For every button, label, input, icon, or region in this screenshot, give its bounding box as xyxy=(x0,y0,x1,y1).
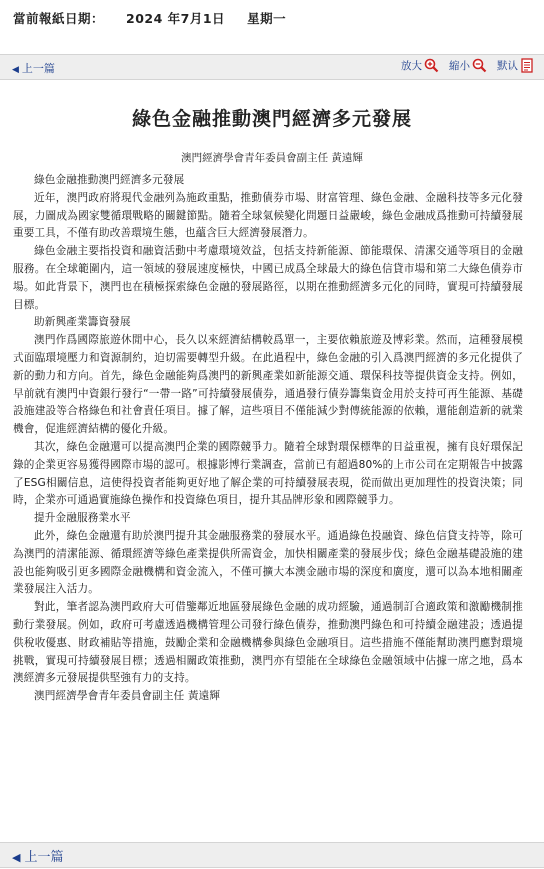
date-value: 2024 年7月1日 xyxy=(126,11,226,26)
newspaper-date xyxy=(13,9,292,27)
article-body xyxy=(13,172,523,706)
paragraph: 其次，綠色金融還可以提高澳門企業的國際競爭力。隨着全球對環保標準的日益重視，擁有良好環保記錄的企業更容易獲得國際市場的認可。根據影博行業調查，當前已有超過80%的上市公司在定期報告中披露了ESG相關信息，這使得投資者能夠更好地了解企業的可持續發展表現，從而做出更加理性的投資決策；同時，企業亦可通過實施綠色操作和投資綠色項目，提升其品牌形象和國際競爭力。 xyxy=(13,440,523,507)
previous-article-link-top[interactable] xyxy=(12,60,55,76)
zoom-out-label: 縮小 xyxy=(449,60,470,72)
paragraph: 綠色金融主要指投資和融資活動中考慮環境效益，包括支持新能源、節能環保、清潔交通等項目的金融服務。在全球範圍内，這一領域的發展速度極快，中國已成爲全球最大的綠色信貸市場和第二大綠色債券市場。如此背景下，澳門也在積極探索綠色金融的發展路徑，以期在推動經濟多元化的同時，實現可持續發展目標。 xyxy=(13,245,523,311)
zoom-out-button[interactable] xyxy=(449,58,487,73)
author-signature: 澳門經濟學會青年委員會副主任 黃遠輝 xyxy=(34,690,221,703)
paragraph: 澳門作爲國際旅遊休閒中心，長久以來經濟結構較爲單一，主要依賴旅遊及博彩業。然而，這種發展模式面臨環境壓力和資源制約，迫切需要轉型升級。在此過程中，綠色金融的引入爲澳門經濟的多元化提供了新的動力和方向。首先，綠色金融能夠爲澳門的新興產業如新能源交通、環保科技等提供資金支持。例如，早前就有澳門中資銀行發行“一帶一路”可持續發展債券，通過發行債券籌集資金用於支持可再生能源、基礎設施建設等合格綠色和社會責任項目。據了解，這些項目不僅能減少對傳統能源的依賴，還能創造新的就業機會，促進經濟結構的優化升級。 xyxy=(13,334,523,436)
previous-label: 上一篇 xyxy=(24,850,64,865)
article-byline: 澳門經濟學會青年委員會副主任 黃遠輝 xyxy=(181,152,363,164)
article-title: 綠色金融推動澳門經濟多元發展 xyxy=(131,108,412,130)
default-size-button[interactable] xyxy=(497,58,534,73)
default-label: 默认 xyxy=(497,60,518,72)
section-heading: 提升金融服務業水平 xyxy=(34,512,131,525)
paragraph: 此外，綠色金融還有助於澳門提升其金融服務業的發展水平。通過綠色投融資、綠色信貸支持等，除可為澳門的清潔能源、循環經濟等綠色產業提供所需資金，加快相關產業的發展步伐；綠色金融基礎設施的建設也能夠吸引更多國際金融機構和資金流入，不僅可擴大本澳金融市場的深度和廣度，還可以為本地相關產業發展注入活力。 xyxy=(13,529,523,596)
previous-label: 上一篇 xyxy=(21,62,55,75)
bottom-toolbar xyxy=(0,842,544,868)
left-arrow-icon: ◀ xyxy=(12,65,19,75)
paragraph: 近年，澳門政府將現代金融列為施政重點，推動債券市場、財富管理、綠色金融、金融科技等多元化發展，力圖成為國家雙循環戰略的關鍵節點。隨着全球氣候變化問題日益嚴峻，綠色金融成爲推動可持續發展重要工具，不僅有助改善環境生態，也蘊含巨大經濟發展潛力。 xyxy=(13,191,523,240)
zoom-out-icon xyxy=(472,58,487,73)
zoom-in-button[interactable] xyxy=(401,58,439,73)
previous-article-link-bottom[interactable] xyxy=(12,846,63,865)
section-heading: 助新興產業籌資發展 xyxy=(34,316,131,329)
body-heading: 綠色金融推動澳門經濟多元發展 xyxy=(34,174,185,186)
left-arrow-icon: ◀ xyxy=(12,851,21,864)
zoom-in-icon xyxy=(424,58,439,73)
weekday: 星期一 xyxy=(247,11,287,26)
top-toolbar xyxy=(0,54,544,80)
date-label: 當前報紙日期： xyxy=(13,11,105,26)
document-reset-icon xyxy=(520,58,534,73)
zoom-in-label: 放大 xyxy=(401,60,422,72)
paragraph: 對此，筆者認為澳門政府大可借鑒鄰近地區發展綠色金融的成功經驗，通過制訂合適政策和激勵機制推動行業發展。例如，政府可考慮透過機構管理公司發行綠色債券，推動澳門綠色和可持續金融建設；透過提供稅收優惠、財政補貼等措施，鼓勵企業和金融機構參與綠色金融項目。這些措施不僅能幫助澳門應對環境挑戰，實現可持續發展目標；透過相關政策推動，澳門亦有望能在全球綠色金融領域中佔據一席之地，爲本澳經濟多元發展提供堅強有力的支持。 xyxy=(13,601,523,685)
zoom-tools xyxy=(401,58,534,73)
